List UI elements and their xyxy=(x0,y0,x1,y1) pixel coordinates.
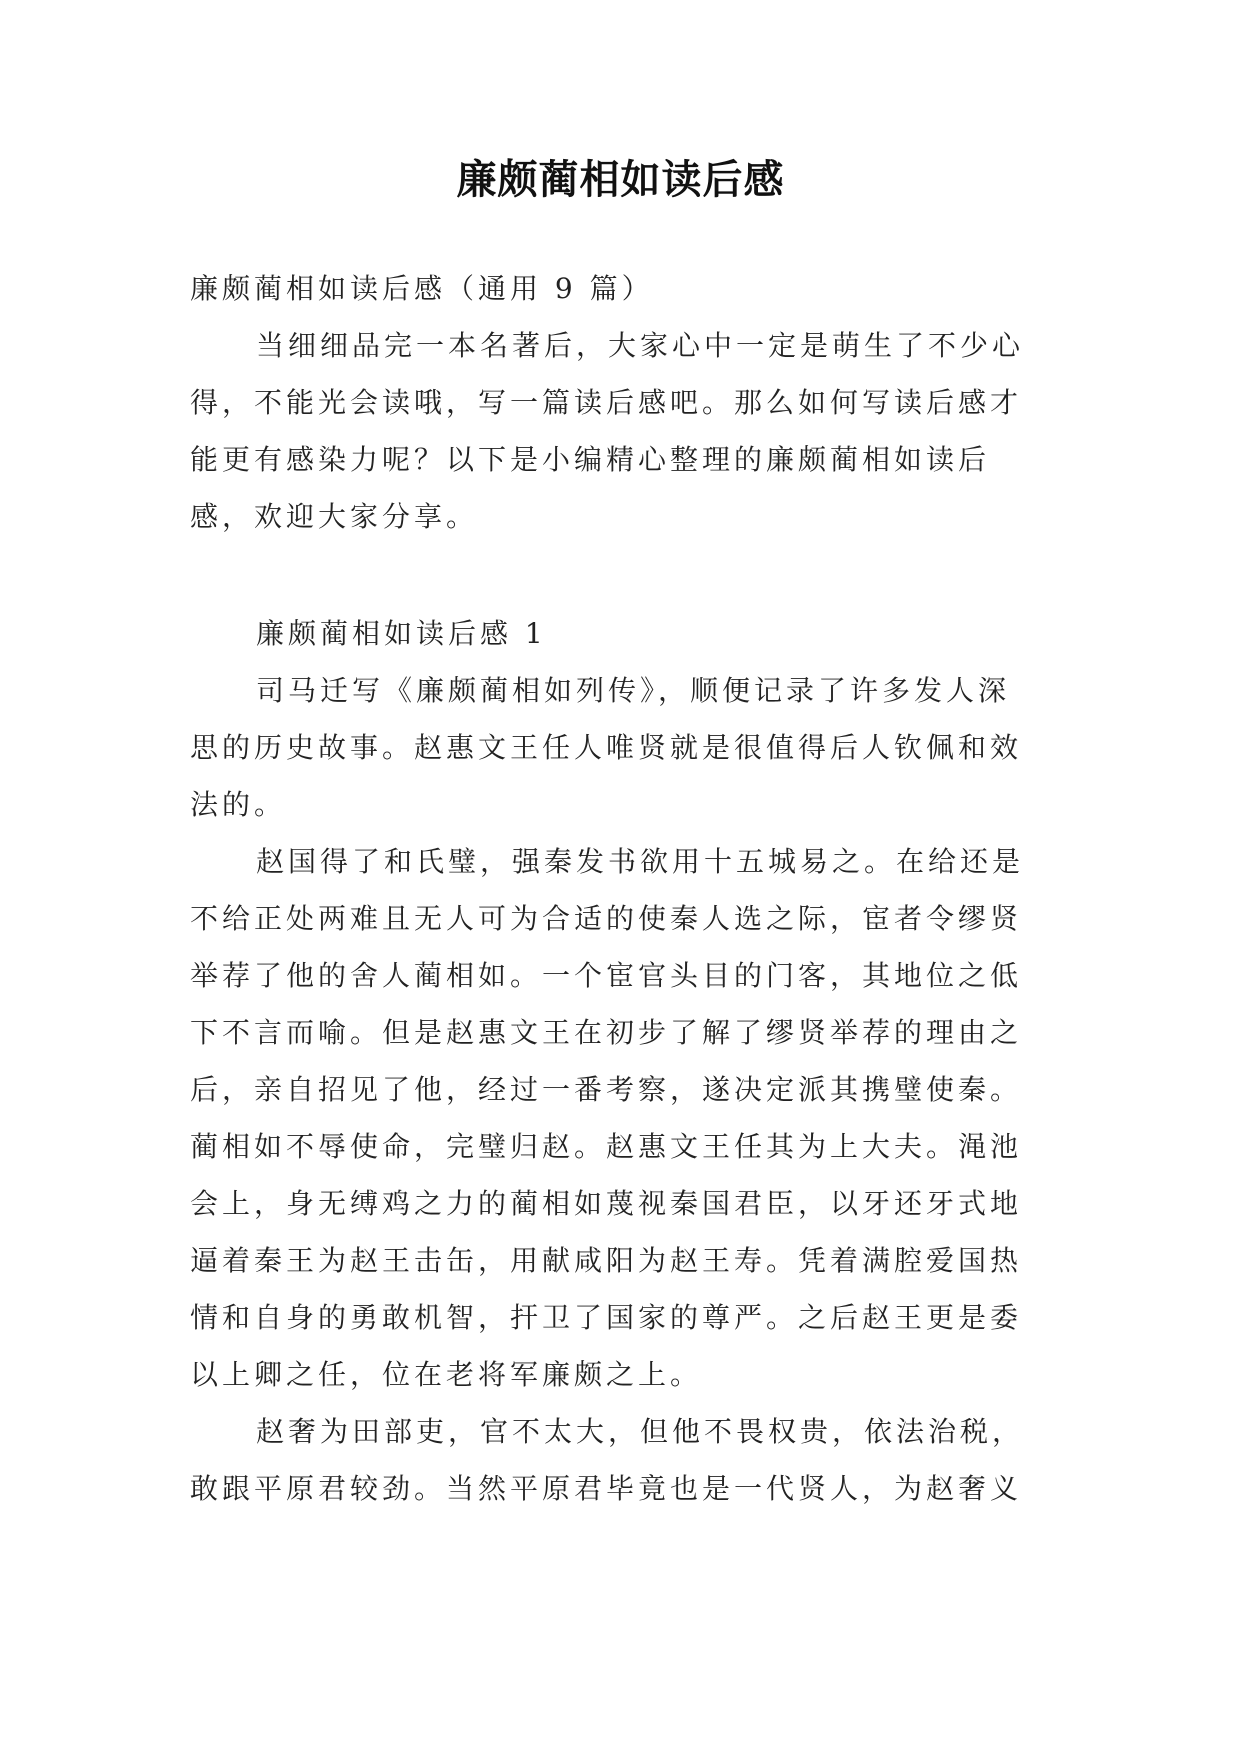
text-line: 会上，身无缚鸡之力的蔺相如蔑视秦国君臣，以牙还牙式地 xyxy=(190,1187,1023,1220)
text-line: 赵奢为田部吏，官不太大，但他不畏权贵，依法治税， xyxy=(256,1415,1025,1448)
text-line: 当细细品完一本名著后，大家心中一定是萌生了不少心 xyxy=(256,329,1025,362)
text-line: 赵国得了和氏璧，强秦发书欲用十五城易之。在给还是 xyxy=(256,845,1025,878)
text-line: 逼着秦王为赵王击缶，用献咸阳为赵王寿。凭着满腔爱国热 xyxy=(190,1244,1023,1277)
text-line: 以上卿之任，位在老将军廉颇之上。 xyxy=(190,1358,703,1391)
text-line: 法的。 xyxy=(190,788,287,821)
text-line: 司马迁写《廉颇蔺相如列传》，顺便记录了许多发人深 xyxy=(256,674,1011,707)
text-line: 蔺相如不辱使命，完璧归赵。赵惠文王任其为上大夫。渑池 xyxy=(190,1130,1023,1163)
text-line: 感，欢迎大家分享。 xyxy=(190,500,479,533)
document-title: 廉颇蔺相如读后感 xyxy=(456,157,785,203)
intro-paragraph xyxy=(190,317,1050,545)
section-heading: 廉颇蔺相如读后感 1 xyxy=(256,617,547,650)
text-line: 不给正处两难且无人可为合适的使秦人选之际，宦者令缪贤 xyxy=(190,902,1023,935)
paragraph-3 xyxy=(190,1403,1050,1517)
text-line: 思的历史故事。赵惠文王任人唯贤就是很值得后人钦佩和效 xyxy=(190,731,1023,764)
paragraph-1 xyxy=(190,662,1050,833)
text-line: 得，不能光会读哦，写一篇读后感吧。那么如何写读后感才 xyxy=(190,386,1023,419)
document-body xyxy=(190,260,1050,1517)
text-line: 下不言而喻。但是赵惠文王在初步了解了缪贤举荐的理由之 xyxy=(190,1016,1023,1049)
document-subtitle: 廉颇蔺相如读后感（通用 9 篇） xyxy=(190,272,654,305)
text-line: 举荐了他的舍人蔺相如。一个宦官头目的门客，其地位之低 xyxy=(190,959,1023,992)
text-line: 能更有感染力呢？以下是小编精心整理的廉颇蔺相如读后 xyxy=(190,443,991,476)
text-line: 情和自身的勇敢机智，扞卫了国家的尊严。之后赵王更是委 xyxy=(190,1301,1023,1334)
text-line: 后，亲自招见了他，经过一番考察，遂决定派其携璧使秦。 xyxy=(190,1073,1023,1106)
paragraph-gap xyxy=(190,545,1050,605)
paragraph-2 xyxy=(190,833,1050,1403)
text-line: 敢跟平原君较劲。当然平原君毕竟也是一代贤人，为赵奢义 xyxy=(190,1472,1023,1505)
